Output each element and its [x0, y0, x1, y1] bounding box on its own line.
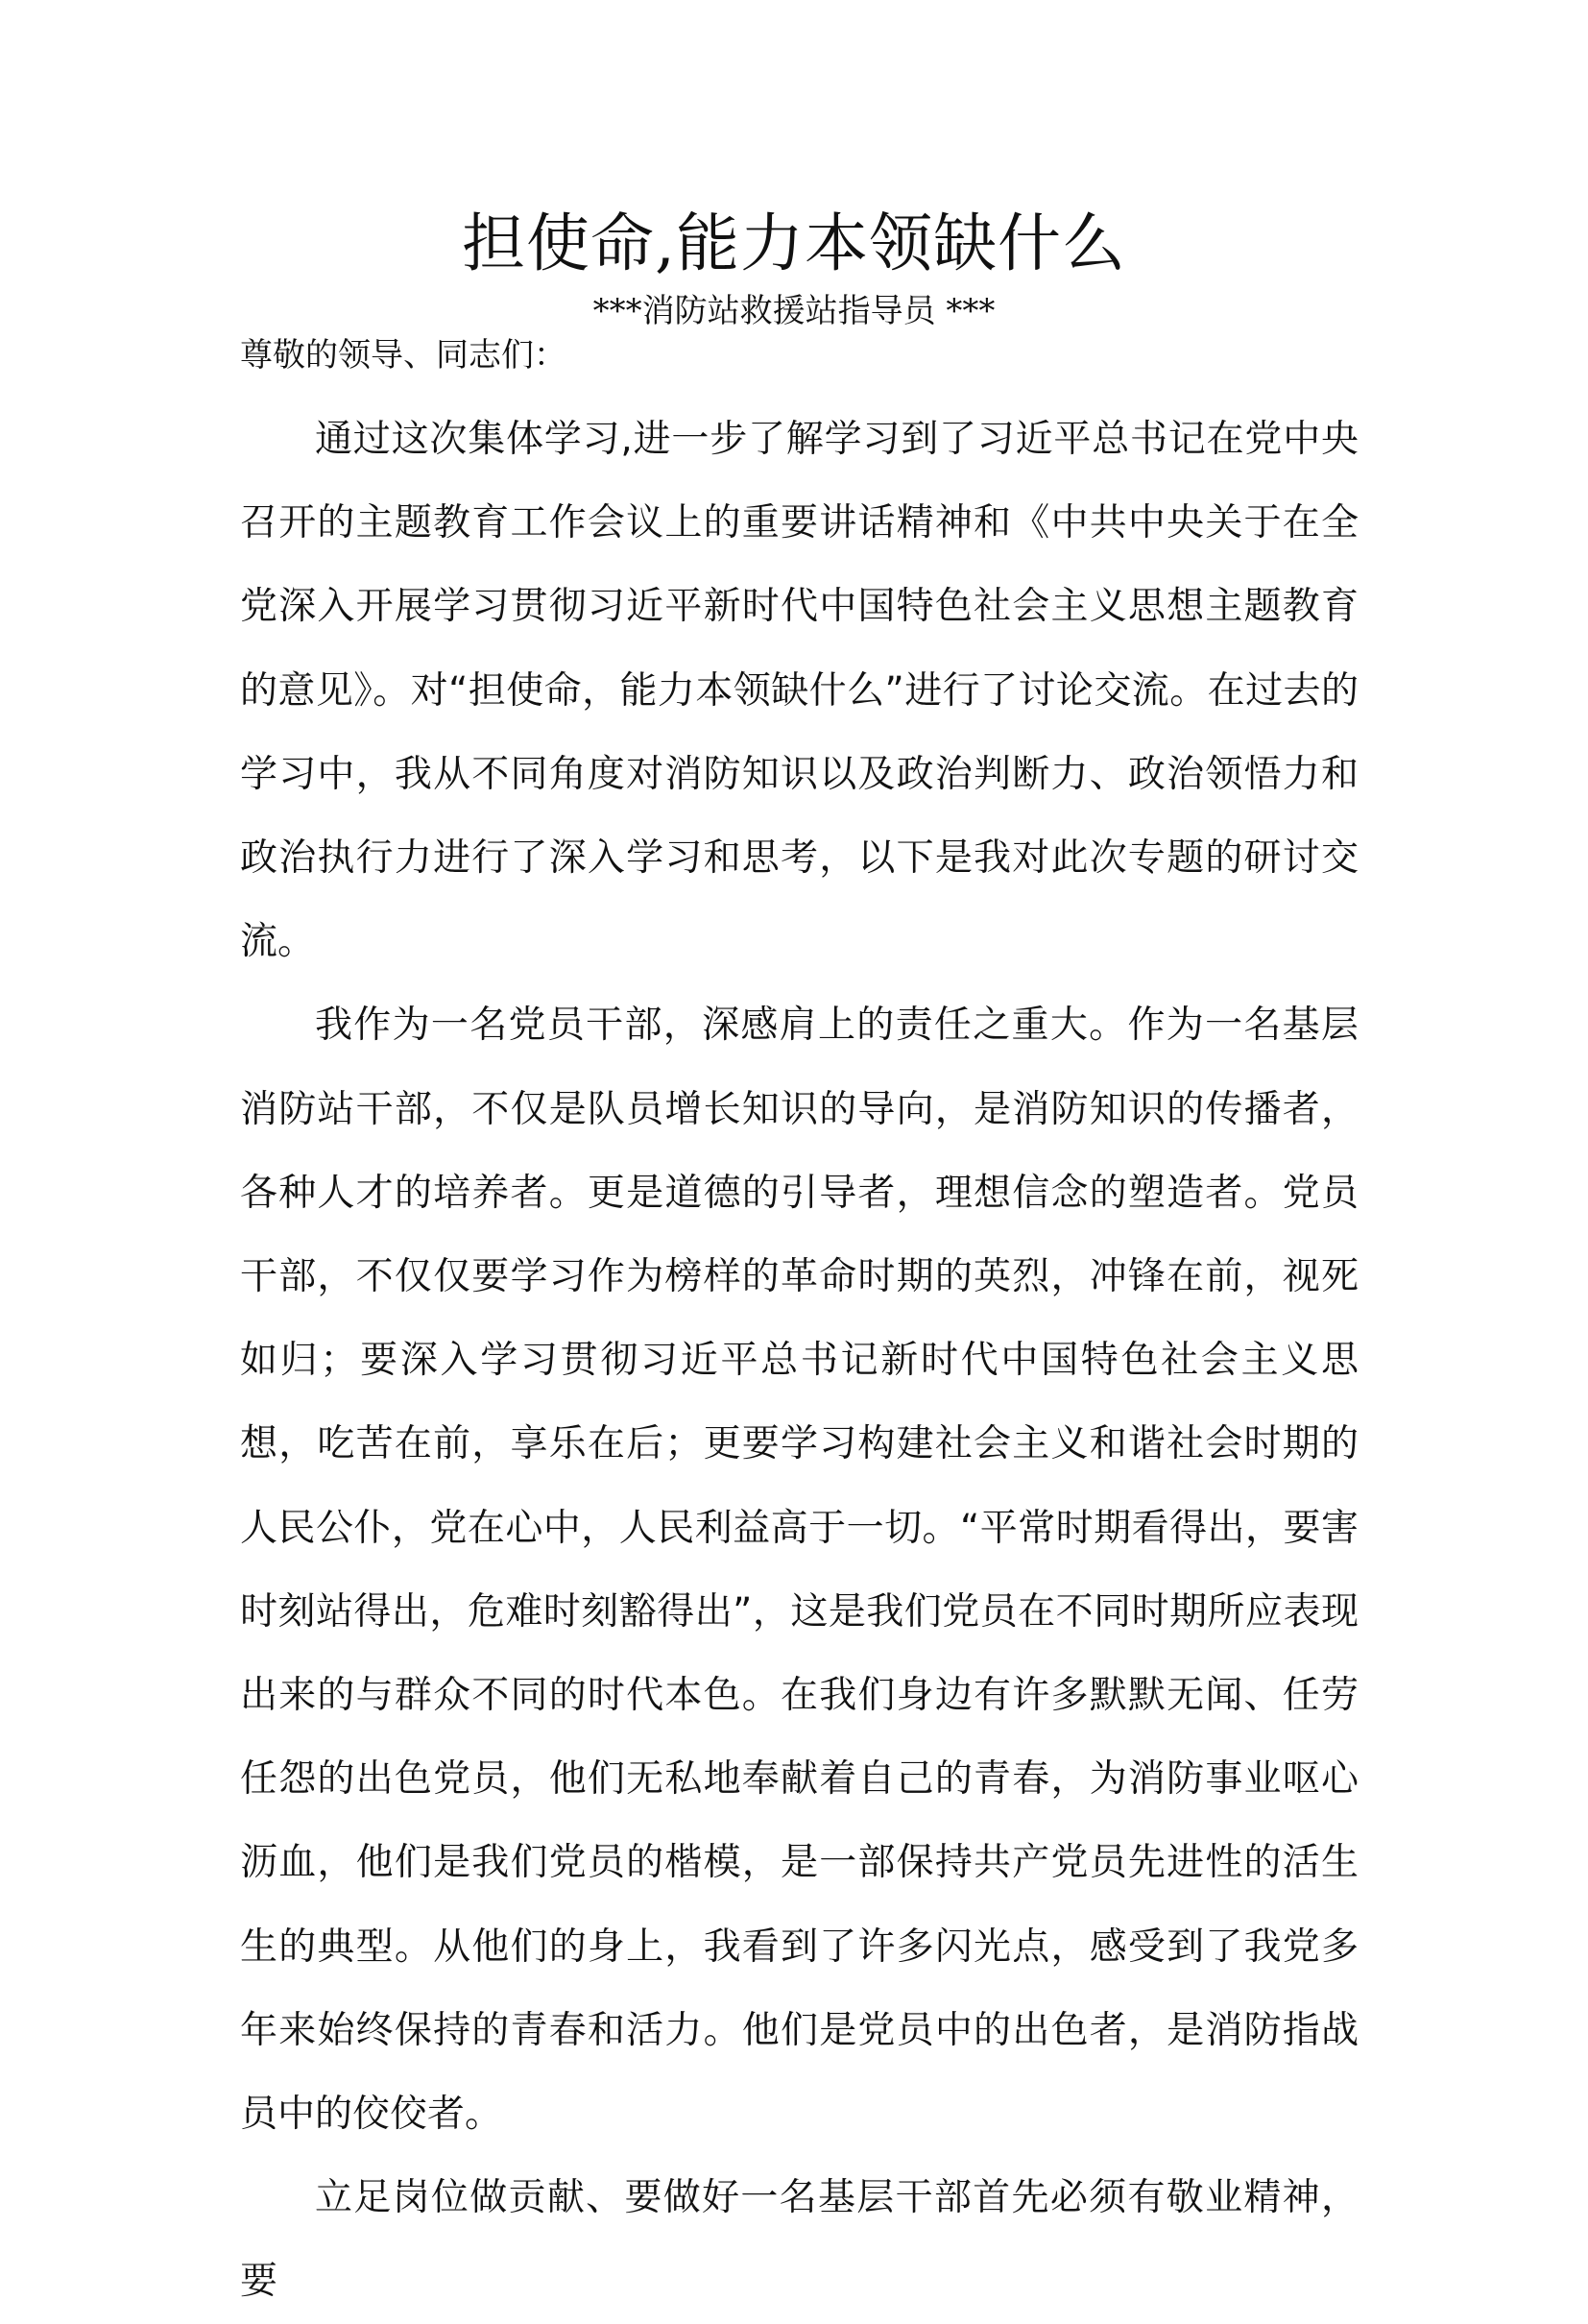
document-title: 担使命,能力本领缺什么 — [462, 206, 1126, 280]
document-subtitle: ***消防站救援站指导员 *** — [592, 292, 996, 330]
salutation: 尊敬的领导、同志们： — [240, 336, 566, 375]
body-paragraph: 通过这次集体学习,进一步了解学习到了习近平总书记在党中央召开的主题教育工作会议上的重要讲话精神和《中共中央关于在全党深入开展学习贯彻习近平新时代中国特色社会主义思想主题教育的意见》。对“担使命，能力本领缺什么”进行了讨论交流。在过去的学习中，我从不同角度对消防知识以及政治判断力、政治领悟力和政治执行力进行了深入学习和思考，以下是我对此次专题的研讨交流。 — [240, 418, 1359, 964]
document-body — [240, 398, 1359, 2324]
body-paragraph: 立足岗位做贡献、要做好一名基层干部首先必须有敬业精神，要 — [240, 2176, 1359, 2304]
body-paragraph: 我作为一名党员干部，深感肩上的责任之重大。作为一名基层消防站干部，不仅是队员增长知识的导向，是消防知识的传播者，各种人才的培养者。更是道德的引导者，理想信念的塑造者。党员干部，不仅仅要学习作为榜样的革命时期的英烈，冲锋在前，视死如归；要深入学习贯彻习近平总书记新时代中国特色社会主义思想，吃苦在前，享乐在后；更要学习构建社会主义和谐社会时期的人民公仆，党在心中，人民利益高于一切。“平常时期看得出，要害时刻站得出，危难时刻豁得出”，这是我们党员在不同时期所应表现出来的与群众不同的时代本色。在我们身边有许多默默无闻、任劳任怨的出色党员，他们无私地奉献着自己的青春，为消防事业呕心沥血，他们是我们党员的楷模，是一部保持共产党员先进性的活生生的典型。从他们的身上，我看到了许多闪光点，感受到了我党多年来始终保持的青春和活力。他们是党员中的出色者，是消防指战员中的佼佼者。 — [240, 1004, 1359, 2137]
